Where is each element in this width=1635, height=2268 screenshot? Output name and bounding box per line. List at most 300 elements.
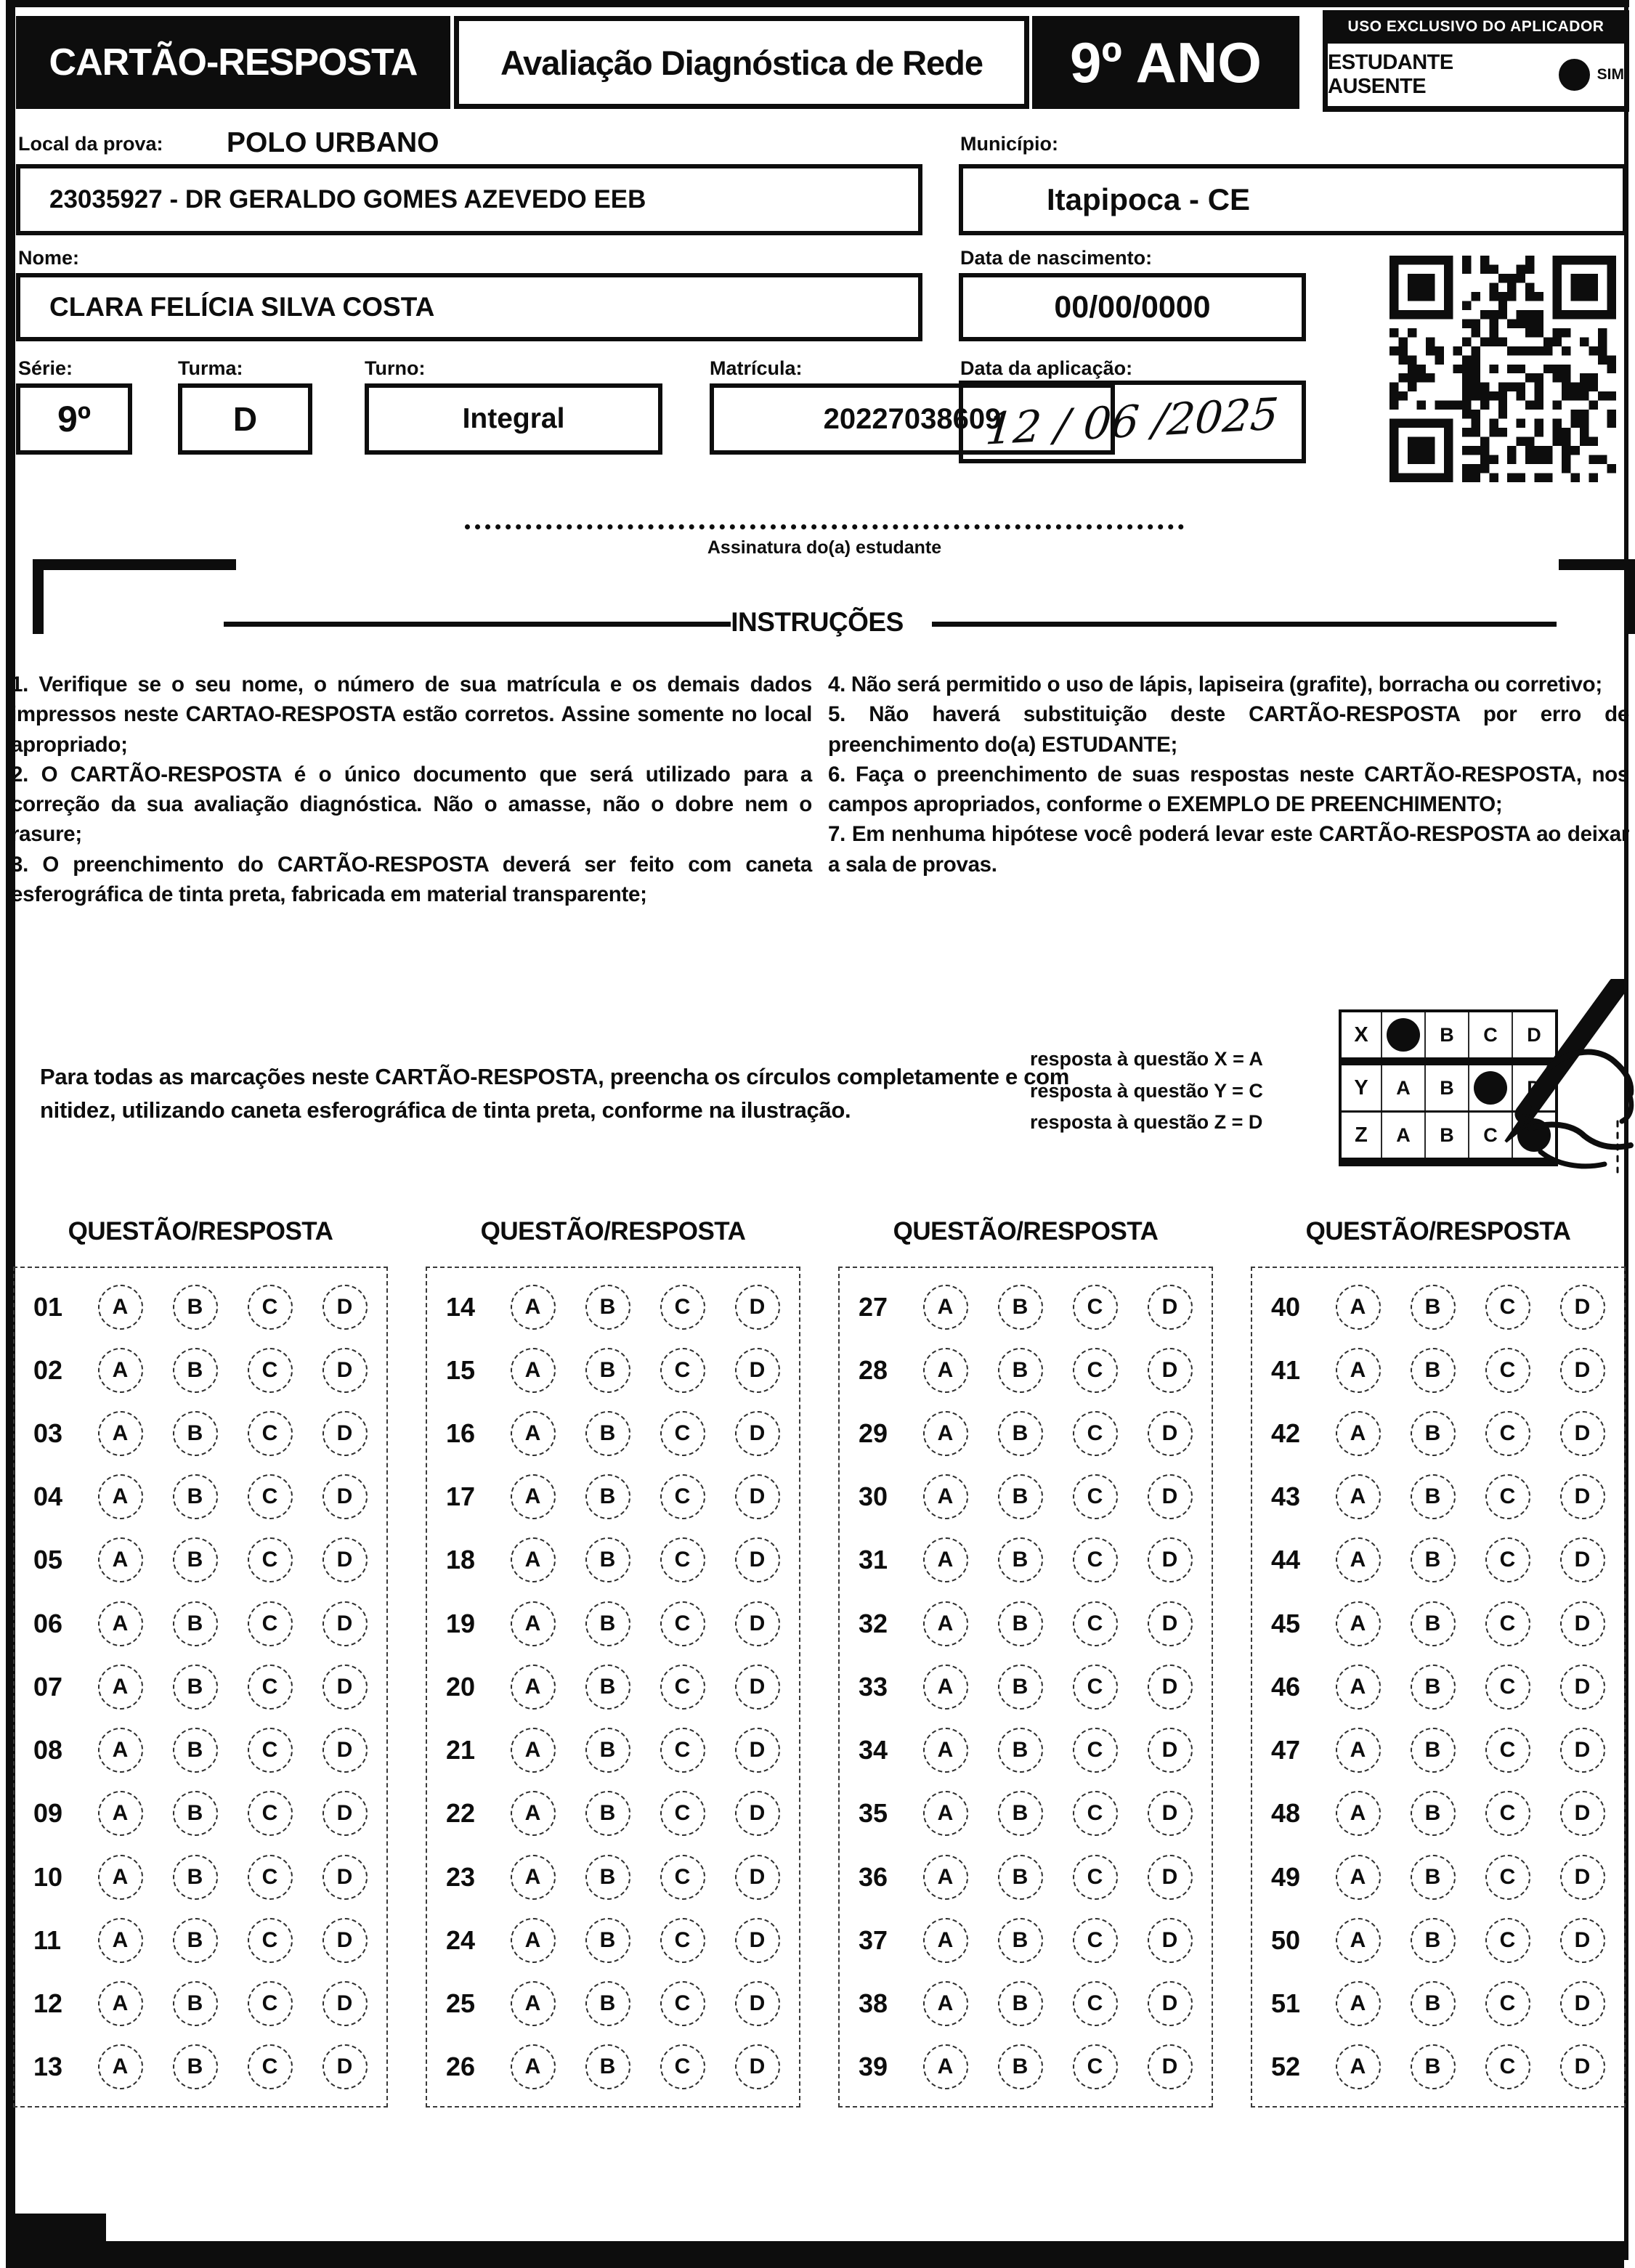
bubble-03-B[interactable]: B [173,1411,218,1456]
bubble-16-A[interactable]: A [511,1411,556,1456]
bubble-23-A[interactable]: A [511,1855,556,1900]
bubble-48-A[interactable]: A [1336,1791,1381,1836]
bubble-39-A[interactable]: A [923,2044,968,2089]
student-absent-label: ESTUDANTE AUSENTE [1328,51,1453,98]
bubble-38-C[interactable]: C [1073,1981,1118,2026]
bubble-34-D[interactable]: D [1148,1728,1193,1773]
bubble-28-C[interactable]: C [1073,1348,1118,1393]
answer-row-25 [436,1981,795,2026]
question-number: 39 [859,2052,888,2082]
bubble-44-A[interactable]: A [1336,1537,1381,1582]
bubble-01-A[interactable]: A [98,1285,143,1330]
bubble-43-C[interactable]: C [1485,1474,1530,1519]
bubble-37-D[interactable]: D [1148,1918,1193,1963]
question-number: 15 [446,1354,476,1385]
student-absent-filled-bubble[interactable] [1559,59,1590,91]
bubble-52-D[interactable]: D [1560,2044,1605,2089]
bubble-33-C[interactable]: C [1073,1665,1118,1710]
bubble-22-B[interactable]: B [585,1791,630,1836]
bubble-23-B[interactable]: B [585,1855,630,1900]
bubble-35-D[interactable]: D [1148,1791,1193,1836]
bubble-22-D[interactable]: D [735,1791,780,1836]
bubble-04-C[interactable]: C [248,1474,293,1519]
bubble-42-C[interactable]: C [1485,1411,1530,1456]
series-label: Série: [18,357,73,379]
bubble-07-B[interactable]: B [173,1665,218,1710]
example-question-label: Z [1355,1123,1368,1147]
bubble-32-C[interactable]: C [1073,1601,1118,1646]
bubble-15-D[interactable]: D [735,1348,780,1393]
bubble-36-D[interactable]: D [1148,1855,1193,1900]
bubble-27-C[interactable]: C [1073,1285,1118,1330]
bubble-40-A[interactable]: A [1336,1285,1381,1330]
question-number: 07 [33,1671,63,1702]
bubble-20-B[interactable]: B [585,1665,630,1710]
answer-row-40 [1261,1285,1620,1330]
bubble-41-C[interactable]: C [1485,1348,1530,1393]
bubble-32-D[interactable]: D [1148,1601,1193,1646]
question-number: 49 [1271,1861,1301,1892]
bubble-16-C[interactable]: C [660,1411,705,1456]
bubble-34-A[interactable]: A [923,1728,968,1773]
bubble-17-B[interactable]: B [585,1474,630,1519]
bubble-30-C[interactable]: C [1073,1474,1118,1519]
bubble-23-D[interactable]: D [735,1855,780,1900]
bubble-10-A[interactable]: A [98,1855,143,1900]
bubble-03-A[interactable]: A [98,1411,143,1456]
bubble-38-A[interactable]: A [923,1981,968,2026]
bubble-40-B[interactable]: B [1411,1285,1456,1330]
bubble-11-C[interactable]: C [248,1918,293,1963]
bubble-49-C[interactable]: C [1485,1855,1530,1900]
bubble-40-D[interactable]: D [1560,1285,1605,1330]
answer-row-24 [436,1918,795,1963]
question-number: 50 [1271,1924,1301,1955]
bubble-12-C[interactable]: C [248,1981,293,2026]
bubble-02-D[interactable]: D [322,1348,368,1393]
bubble-19-C[interactable]: C [660,1601,705,1646]
bubble-35-A[interactable]: A [923,1791,968,1836]
bubble-18-D[interactable]: D [735,1537,780,1582]
marking-example-captions [1030,1044,1335,1139]
bubble-19-D[interactable]: D [735,1601,780,1646]
bubble-16-B[interactable]: B [585,1411,630,1456]
bubble-37-C[interactable]: C [1073,1918,1118,1963]
bubble-17-D[interactable]: D [735,1474,780,1519]
bubble-36-A[interactable]: A [923,1855,968,1900]
question-number: 22 [446,1798,476,1829]
instructions-title: INSTRUÇÕES [731,607,904,637]
bubble-38-D[interactable]: D [1148,1981,1193,2026]
bubble-09-D[interactable]: D [322,1791,368,1836]
answer-row-41 [1261,1348,1620,1393]
bubble-14-D[interactable]: D [735,1285,780,1330]
bubble-34-B[interactable]: B [998,1728,1043,1773]
bubble-21-A[interactable]: A [511,1728,556,1773]
bubble-26-D[interactable]: D [735,2044,780,2089]
bubble-46-C[interactable]: C [1485,1665,1530,1710]
bubble-06-B[interactable]: B [173,1601,218,1646]
bubble-39-C[interactable]: C [1073,2044,1118,2089]
bubble-42-A[interactable]: A [1336,1411,1381,1456]
signature-line[interactable] [465,524,1184,529]
shift-label: Turno: [365,357,426,379]
question-number: 48 [1271,1798,1301,1829]
bubble-08-C[interactable]: C [248,1728,293,1773]
applicator-panel [1323,10,1629,112]
bubble-31-C[interactable]: C [1073,1537,1118,1582]
exam-site-value: POLO URBANO [227,127,439,158]
bubble-46-A[interactable]: A [1336,1665,1381,1710]
bubble-40-C[interactable]: C [1485,1285,1530,1330]
question-number: 18 [446,1545,476,1575]
answer-row-51 [1261,1981,1620,2026]
bubble-22-A[interactable]: A [511,1791,556,1836]
bubble-13-A[interactable]: A [98,2044,143,2089]
bubble-14-B[interactable]: B [585,1285,630,1330]
bubble-04-A[interactable]: A [98,1474,143,1519]
question-number: 06 [33,1608,63,1638]
bubble-07-A[interactable]: A [98,1665,143,1710]
instructions-divider-right [932,622,1557,627]
bubble-30-B[interactable]: B [998,1474,1043,1519]
answers-area [13,1217,1626,2108]
bubble-05-A[interactable]: A [98,1537,143,1582]
bubble-20-C[interactable]: C [660,1665,705,1710]
bubble-05-D[interactable]: D [322,1537,368,1582]
bubble-30-A[interactable]: A [923,1474,968,1519]
bubble-31-A[interactable]: A [923,1537,968,1582]
bubble-41-A[interactable]: A [1336,1348,1381,1393]
bubble-27-A[interactable]: A [923,1285,968,1330]
bubble-25-D[interactable]: D [735,1981,780,2026]
bubble-10-D[interactable]: D [322,1855,368,1900]
bubble-08-A[interactable]: A [98,1728,143,1773]
name-label: Nome: [18,247,80,269]
bubble-44-C[interactable]: C [1485,1537,1530,1582]
bubble-09-B[interactable]: B [173,1791,218,1836]
bubble-12-A[interactable]: A [98,1981,143,2026]
assessment-title: Avaliação Diagnóstica de Rede [454,16,1029,109]
question-number: 42 [1271,1418,1301,1449]
bubble-02-A[interactable]: A [98,1348,143,1393]
question-number: 17 [446,1481,476,1512]
bubble-07-D[interactable]: D [322,1665,368,1710]
bubble-27-B[interactable]: B [998,1285,1043,1330]
example-cell-Y-A: A [1381,1065,1424,1110]
questao-resposta-header: QUESTÃO/RESPOSTA [68,1217,333,1245]
question-number: 45 [1271,1608,1301,1638]
bubble-50-C[interactable]: C [1485,1918,1530,1963]
bubble-45-B[interactable]: B [1411,1601,1456,1646]
bubble-42-D[interactable]: D [1560,1411,1605,1456]
question-number: 37 [859,1924,888,1955]
bubble-15-B[interactable]: B [585,1348,630,1393]
bubble-52-C[interactable]: C [1485,2044,1530,2089]
bubble-46-D[interactable]: D [1560,1665,1605,1710]
bubble-06-C[interactable]: C [248,1601,293,1646]
example-cell-Z-C: C [1468,1113,1512,1158]
bubble-01-B[interactable]: B [173,1285,218,1330]
bubble-12-B[interactable]: B [173,1981,218,2026]
question-number: 02 [33,1354,63,1385]
bubble-25-B[interactable]: B [585,1981,630,2026]
bubble-33-A[interactable]: A [923,1665,968,1710]
answer-row-28 [848,1348,1207,1393]
questao-resposta-header: QUESTÃO/RESPOSTA [480,1217,746,1245]
bubble-49-B[interactable]: B [1411,1855,1456,1900]
answer-row-36 [848,1855,1207,1900]
bubble-04-D[interactable]: D [322,1474,368,1519]
bubble-41-D[interactable]: D [1560,1348,1605,1393]
bubble-09-C[interactable]: C [248,1791,293,1836]
answer-box-1 [13,1267,388,2108]
bubble-02-B[interactable]: B [173,1348,218,1393]
bubble-47-C[interactable]: C [1485,1728,1530,1773]
bubble-34-C[interactable]: C [1073,1728,1118,1773]
bubble-46-B[interactable]: B [1411,1665,1456,1710]
bubble-03-C[interactable]: C [248,1411,293,1456]
answer-row-07 [23,1665,382,1710]
question-number: 34 [859,1735,888,1765]
question-number: 21 [446,1735,476,1765]
bubble-14-C[interactable]: C [660,1285,705,1330]
bubble-06-D[interactable]: D [322,1601,368,1646]
answer-row-20 [436,1665,795,1710]
bubble-47-B[interactable]: B [1411,1728,1456,1773]
question-number: 29 [859,1418,888,1449]
bubble-35-B[interactable]: B [998,1791,1043,1836]
bubble-21-B[interactable]: B [585,1728,630,1773]
bubble-42-B[interactable]: B [1411,1411,1456,1456]
bubble-25-A[interactable]: A [511,1981,556,2026]
bubble-10-C[interactable]: C [248,1855,293,1900]
page-border-notch [15,2214,106,2243]
birthdate-value: 00/00/0000 [1054,289,1211,325]
example-cell-X-C: C [1468,1012,1512,1057]
bubble-17-A[interactable]: A [511,1474,556,1519]
answer-column-4 [1251,1217,1626,2108]
bubble-16-D[interactable]: D [735,1411,780,1456]
bubble-01-C[interactable]: C [248,1285,293,1330]
bubble-12-D[interactable]: D [322,1981,368,2026]
answer-row-08 [23,1728,382,1773]
bubble-43-B[interactable]: B [1411,1474,1456,1519]
bubble-08-B[interactable]: B [173,1728,218,1773]
bubble-28-B[interactable]: B [998,1348,1043,1393]
example-cell-Z-B: B [1424,1113,1468,1158]
bubble-29-B[interactable]: B [998,1411,1043,1456]
bubble-31-D[interactable]: D [1148,1537,1193,1582]
bubble-29-C[interactable]: C [1073,1411,1118,1456]
bubble-03-D[interactable]: D [322,1411,368,1456]
bubble-02-C[interactable]: C [248,1348,293,1393]
bubble-52-A[interactable]: A [1336,2044,1381,2089]
application-date-handwritten: 12 / 06 /2025 [983,389,1281,455]
bubble-52-B[interactable]: B [1411,2044,1456,2089]
shift-box [365,383,662,455]
bubble-01-D[interactable]: D [322,1285,368,1330]
bubble-26-A[interactable]: A [511,2044,556,2089]
answer-row-06 [23,1601,382,1646]
bubble-33-B[interactable]: B [998,1665,1043,1710]
bubble-08-D[interactable]: D [322,1728,368,1773]
page-border-bottom [13,2241,1624,2268]
application-date-label: Data da aplicação: [960,357,1133,379]
question-number: 52 [1271,2052,1301,2082]
bubble-24-B[interactable]: B [585,1918,630,1963]
bubble-24-C[interactable]: C [660,1918,705,1963]
bubble-15-C[interactable]: C [660,1348,705,1393]
bubble-13-B[interactable]: B [173,2044,218,2089]
bubble-43-A[interactable]: A [1336,1474,1381,1519]
question-number: 51 [1271,1988,1301,2019]
question-number: 32 [859,1608,888,1638]
bubble-22-C[interactable]: C [660,1791,705,1836]
bubble-28-D[interactable]: D [1148,1348,1193,1393]
answer-row-11 [23,1918,382,1963]
bubble-36-B[interactable]: B [998,1855,1043,1900]
question-number: 09 [33,1798,63,1829]
bubble-48-D[interactable]: D [1560,1791,1605,1836]
bubble-13-C[interactable]: C [248,2044,293,2089]
answer-row-15 [436,1348,795,1393]
bubble-28-A[interactable]: A [923,1348,968,1393]
bubble-50-B[interactable]: B [1411,1918,1456,1963]
bubble-49-A[interactable]: A [1336,1855,1381,1900]
bubble-06-A[interactable]: A [98,1601,143,1646]
bubble-29-A[interactable]: A [923,1411,968,1456]
bubble-20-D[interactable]: D [735,1665,780,1710]
bubble-43-D[interactable]: D [1560,1474,1605,1519]
hand-with-pen-illustration [1464,979,1635,1197]
bubble-48-C[interactable]: C [1485,1791,1530,1836]
bubble-24-A[interactable]: A [511,1918,556,1963]
bubble-32-B[interactable]: B [998,1601,1043,1646]
bubble-18-C[interactable]: C [660,1537,705,1582]
bubble-26-B[interactable]: B [585,2044,630,2089]
question-number: 23 [446,1861,476,1892]
answer-column-3 [838,1217,1213,2108]
bubble-18-A[interactable]: A [511,1537,556,1582]
answer-column-2 [426,1217,800,2108]
question-number: 20 [446,1671,476,1702]
answer-row-43 [1261,1474,1620,1519]
bubble-44-B[interactable]: B [1411,1537,1456,1582]
answer-row-35 [848,1791,1207,1836]
bubble-05-C[interactable]: C [248,1537,293,1582]
bubble-48-B[interactable]: B [1411,1791,1456,1836]
instructions-column-left [11,670,812,909]
instruction-item-7: 7. Em nenhuma hipótese você poderá levar este CARTÃO-RESPOSTA ao deixar a sala de provas. [828,822,1629,877]
bubble-31-B[interactable]: B [998,1537,1043,1582]
question-number: 12 [33,1988,63,2019]
bubble-47-D[interactable]: D [1560,1728,1605,1773]
bubble-19-A[interactable]: A [511,1601,556,1646]
question-number: 03 [33,1418,63,1449]
bubble-21-C[interactable]: C [660,1728,705,1773]
bubble-11-D[interactable]: D [322,1918,368,1963]
answer-row-16 [436,1411,795,1456]
bubble-39-D[interactable]: D [1148,2044,1193,2089]
bubble-32-A[interactable]: A [923,1601,968,1646]
answer-column-1 [13,1217,388,2108]
bubble-14-A[interactable]: A [511,1285,556,1330]
answer-row-37 [848,1918,1207,1963]
bubble-37-A[interactable]: A [923,1918,968,1963]
bubble-09-A[interactable]: A [98,1791,143,1836]
answer-row-49 [1261,1855,1620,1900]
bubble-20-A[interactable]: A [511,1665,556,1710]
bubble-23-C[interactable]: C [660,1855,705,1900]
bubble-38-B[interactable]: B [998,1981,1043,2026]
bubble-45-A[interactable]: A [1336,1601,1381,1646]
bubble-21-D[interactable]: D [735,1728,780,1773]
bubble-35-C[interactable]: C [1073,1791,1118,1836]
bubble-19-B[interactable]: B [585,1601,630,1646]
question-number: 01 [33,1291,63,1322]
bubble-11-A[interactable]: A [98,1918,143,1963]
bubble-26-C[interactable]: C [660,2044,705,2089]
bubble-51-D[interactable]: D [1560,1981,1605,2026]
bubble-50-D[interactable]: D [1560,1918,1605,1963]
answer-row-39 [848,2044,1207,2089]
bubble-18-B[interactable]: B [585,1537,630,1582]
class-label: Turma: [178,357,243,379]
enrollment-label: Matrícula: [710,357,803,379]
bubble-13-D[interactable]: D [322,2044,368,2089]
bubble-30-D[interactable]: D [1148,1474,1193,1519]
bubble-10-B[interactable]: B [173,1855,218,1900]
answer-row-14 [436,1285,795,1330]
bubble-15-A[interactable]: A [511,1348,556,1393]
bubble-04-B[interactable]: B [173,1474,218,1519]
bubble-24-D[interactable]: D [735,1918,780,1963]
example-cell-X-A [1381,1012,1424,1057]
bubble-29-D[interactable]: D [1148,1411,1193,1456]
bubble-50-A[interactable]: A [1336,1918,1381,1963]
bubble-17-C[interactable]: C [660,1474,705,1519]
bubble-45-C[interactable]: C [1485,1601,1530,1646]
bubble-41-B[interactable]: B [1411,1348,1456,1393]
bubble-45-D[interactable]: D [1560,1601,1605,1646]
bubble-05-B[interactable]: B [173,1537,218,1582]
enrollment-value: 20227038609 [823,402,1002,435]
bubble-25-C[interactable]: C [660,1981,705,2026]
answer-row-46 [1261,1665,1620,1710]
bubble-51-A[interactable]: A [1336,1981,1381,2026]
bubble-47-A[interactable]: A [1336,1728,1381,1773]
example-question-label: Y [1354,1076,1368,1100]
answer-row-02 [23,1348,382,1393]
bubble-49-D[interactable]: D [1560,1855,1605,1900]
sheet-title: CARTÃO-RESPOSTA [16,16,450,109]
bubble-07-C[interactable]: C [248,1665,293,1710]
answer-row-47 [1261,1728,1620,1773]
bubble-36-C[interactable]: C [1073,1855,1118,1900]
bubble-27-D[interactable]: D [1148,1285,1193,1330]
bubble-11-B[interactable]: B [173,1918,218,1963]
answer-row-05 [23,1537,382,1582]
answer-row-32 [848,1601,1207,1646]
example-caption-y: resposta à questão Y = C [1030,1079,1263,1102]
bubble-51-B[interactable]: B [1411,1981,1456,2026]
bubble-44-D[interactable]: D [1560,1537,1605,1582]
bubble-33-D[interactable]: D [1148,1665,1193,1710]
bubble-51-C[interactable]: C [1485,1981,1530,2026]
bubble-39-B[interactable]: B [998,2044,1043,2089]
bubble-37-B[interactable]: B [998,1918,1043,1963]
